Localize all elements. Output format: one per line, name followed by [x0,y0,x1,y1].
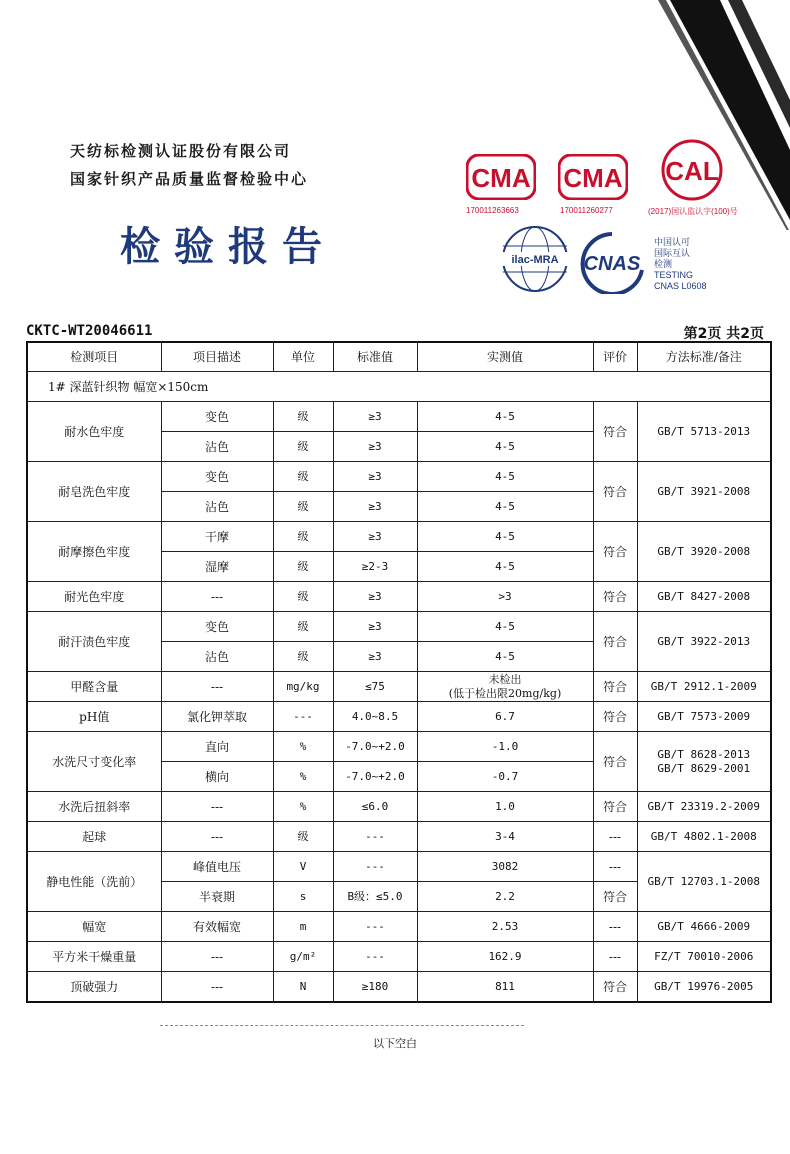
unit: 级 [273,522,333,552]
method-standard-line: GB/T 19976-2005 [654,979,754,993]
svg-text:CMA: CMA [471,163,531,193]
standard-value: --- [333,942,417,972]
standard-value: 4.0~8.5 [333,702,417,732]
test-item: 耐皂洗色牢度 [27,462,161,522]
cal-cert-number: (2017)国认监认字(100)号 [648,207,738,216]
measured-value-line: 未检出 [488,672,522,686]
evaluation: --- [593,852,637,882]
evaluation: --- [593,822,637,852]
table-row [27,942,771,972]
measured-value-line: 2.53 [491,919,519,933]
method-standard [637,822,771,852]
measured-value [417,492,593,522]
method-standard [637,702,771,732]
test-item: 幅宽 [27,912,161,942]
standard-value: ≥3 [333,582,417,612]
item-description: 沾色 [161,432,273,462]
cma-cert-number: 170011260277 [560,206,613,215]
test-item: pH值 [27,702,161,732]
method-standard [637,732,771,792]
unit: V [273,852,333,882]
report-number: CKTC-WT20046611 [26,323,153,339]
header-item: 检测项目 [27,342,161,372]
method-standard [637,402,771,462]
item-description: 干摩 [161,522,273,552]
cnas-accreditation-text: 中国认可 国际互认 检测 TESTING CNAS L0608 [654,237,707,291]
unit: 级 [273,552,333,582]
unit: % [273,732,333,762]
method-standard-line: GB/T 5713-2013 [657,424,751,438]
item-description: --- [161,972,273,1003]
measured-value [417,522,593,552]
item-description: --- [161,582,273,612]
standard-value: ≥3 [333,612,417,642]
measured-value [417,672,593,702]
evaluation: 符合 [593,612,637,672]
measured-value [417,852,593,882]
test-item: 耐摩擦色牢度 [27,522,161,582]
standard-value: ≥3 [333,462,417,492]
table-row [27,822,771,852]
measured-value-line: (低于检出限20mg/kg) [448,686,562,700]
measured-value [417,972,593,1003]
method-standard-line: FZ/T 70010-2006 [654,949,754,963]
unit: 级 [273,462,333,492]
method-standard [637,522,771,582]
test-item: 静电性能（洗前） [27,852,161,912]
standard-value: -7.0~+2.0 [333,762,417,792]
standard-value: ≤6.0 [333,792,417,822]
measured-value [417,882,593,912]
standard-value: ≥2-3 [333,552,417,582]
report-title: 检验报告 [120,223,336,270]
unit: % [273,792,333,822]
table-row [27,672,771,702]
standard-value: ≥3 [333,522,417,552]
measured-value-line: 3-4 [495,829,515,843]
evaluation: 符合 [593,792,637,822]
measured-value [417,822,593,852]
measured-value-line: 4-5 [495,499,515,513]
evaluation: 符合 [593,882,637,912]
measured-value-line: 4-5 [495,649,515,663]
header-measured: 实测值 [417,342,593,372]
evaluation: --- [593,942,637,972]
item-description: 变色 [161,402,273,432]
measured-value-line: 811 [495,979,515,993]
method-standard-line: GB/T 7573-2009 [657,709,751,723]
measured-value-line: 1.0 [495,799,515,813]
item-description: --- [161,672,273,702]
test-item: 耐汗渍色牢度 [27,612,161,672]
evaluation: 符合 [593,522,637,582]
ilac-mra-logo-icon [500,222,570,296]
measured-value [417,732,593,762]
test-item: 甲醛含量 [27,672,161,702]
test-item: 顶破强力 [27,972,161,1003]
measured-value [417,702,593,732]
unit: g/m² [273,942,333,972]
svg-text:CAL: CAL [665,156,719,186]
test-item: 起球 [27,822,161,852]
header-standard: 标准值 [333,342,417,372]
table-row [27,582,771,612]
measured-value-line: 4-5 [495,529,515,543]
standard-value: ≥3 [333,492,417,522]
standard-value: ≥3 [333,642,417,672]
method-standard [637,942,771,972]
test-item: 耐水色牢度 [27,402,161,462]
method-standard [637,582,771,612]
test-item: 耐光色牢度 [27,582,161,612]
cal-logo-icon [660,138,724,202]
method-standard-line: GB/T 3922-2013 [657,634,751,648]
standard-value: --- [333,852,417,882]
method-standard [637,462,771,522]
item-description: 变色 [161,612,273,642]
item-description: 沾色 [161,492,273,522]
measured-value-line: 3082 [491,859,519,873]
evaluation: 符合 [593,462,637,522]
measured-value-line: >3 [498,589,512,603]
method-standard [637,792,771,822]
company-name: 天纺标检测认证股份有限公司 [70,142,292,160]
method-standard [637,852,771,912]
method-standard-line: GB/T 3921-2008 [657,484,751,498]
svg-text:CNAS: CNAS [583,253,641,275]
item-description: 横向 [161,762,273,792]
evaluation: 符合 [593,702,637,732]
unit: 级 [273,432,333,462]
measured-value-line: 4-5 [495,559,515,573]
measured-value [417,912,593,942]
item-description: 变色 [161,462,273,492]
svg-text:CMA: CMA [563,163,623,193]
unit: 级 [273,822,333,852]
unit: 级 [273,492,333,522]
sample-row [27,372,771,402]
table-row [27,462,771,492]
method-standard [637,972,771,1003]
test-item: 平方米干燥重量 [27,942,161,972]
standard-value: ≥3 [333,402,417,432]
test-item: 水洗后扭斜率 [27,792,161,822]
sample-description: 1# 深蓝针织物 幅宽×150cm [27,372,771,402]
measured-value-line: 4-5 [495,619,515,633]
item-description: --- [161,792,273,822]
header-description: 项目描述 [161,342,273,372]
evaluation: 符合 [593,582,637,612]
measured-value [417,462,593,492]
evaluation: 符合 [593,402,637,462]
item-description: 峰值电压 [161,852,273,882]
header-method: 方法标准/备注 [637,342,771,372]
method-standard [637,612,771,672]
cma-cert-number: 170011263663 [466,206,519,215]
table-row [27,912,771,942]
measured-value [417,942,593,972]
item-description: 有效幅宽 [161,912,273,942]
cma-logo-icon [558,154,628,200]
header-unit: 单位 [273,342,333,372]
item-description: 氯化钾萃取 [161,702,273,732]
measured-value-line: -0.7 [491,769,519,783]
standard-value: B级：≤5.0 [333,882,417,912]
measured-value [417,552,593,582]
measured-value [417,612,593,642]
table-header-row [27,342,771,372]
results-table [26,341,772,1003]
header-evaluation: 评价 [593,342,637,372]
measured-value [417,402,593,432]
test-item: 水洗尺寸变化率 [27,732,161,792]
measured-value [417,762,593,792]
measured-value-line: 162.9 [488,949,522,963]
measured-value-line: 4-5 [495,469,515,483]
unit: 级 [273,612,333,642]
evaluation: 符合 [593,732,637,792]
measured-value [417,582,593,612]
standard-value: -7.0~+2.0 [333,732,417,762]
method-standard-line: GB/T 8427-2008 [657,589,751,603]
unit: 级 [273,582,333,612]
standard-value: --- [333,912,417,942]
blank-note: 以下空白 [373,1037,417,1050]
method-standard [637,672,771,702]
table-row [27,522,771,552]
method-standard-line: GB/T 8628-2013 [657,747,751,761]
cnas-logo-icon [574,230,650,294]
table-row [27,402,771,432]
standard-value: ≥3 [333,432,417,462]
table-row [27,792,771,822]
item-description: 半衰期 [161,882,273,912]
end-divider [160,1025,524,1026]
measured-value [417,792,593,822]
unit: % [273,762,333,792]
evaluation: 符合 [593,972,637,1003]
table-row [27,612,771,642]
svg-text:ilac-MRA: ilac-MRA [511,254,559,266]
measured-value-line: 6.7 [495,709,515,723]
measured-value-line: 2.2 [495,889,515,903]
method-standard-line: GB/T 4666-2009 [657,919,751,933]
standard-value: --- [333,822,417,852]
measured-value-line: 4-5 [495,439,515,453]
evaluation: 符合 [593,672,637,702]
unit: 级 [273,642,333,672]
table-row [27,732,771,762]
unit: m [273,912,333,942]
method-standard-line: GB/T 23319.2-2009 [647,799,761,813]
method-standard-line: GB/T 8629-2001 [657,761,751,775]
standard-value: ≤75 [333,672,417,702]
measured-value [417,432,593,462]
standard-value: ≥180 [333,972,417,1003]
item-description: 沾色 [161,642,273,672]
method-standard [637,912,771,942]
unit: s [273,882,333,912]
item-description: --- [161,822,273,852]
item-description: --- [161,942,273,972]
table-row [27,702,771,732]
table-row [27,852,771,882]
method-standard-line: GB/T 12703.1-2008 [647,874,761,888]
company-subtitle: 国家针织产品质量监督检验中心 [70,170,309,188]
unit: 级 [273,402,333,432]
unit: --- [273,702,333,732]
method-standard-line: GB/T 4802.1-2008 [650,829,757,843]
measured-value [417,642,593,672]
unit: N [273,972,333,1003]
method-standard-line: GB/T 2912.1-2009 [650,679,757,693]
page-indicator: 第2页 共2页 [683,326,764,342]
method-standard-line: GB/T 3920-2008 [657,544,751,558]
table-row [27,972,771,1003]
item-description: 直向 [161,732,273,762]
cma-logo-icon [466,154,536,200]
measured-value-line: -1.0 [491,739,519,753]
measured-value-line: 4-5 [495,409,515,423]
evaluation: --- [593,912,637,942]
unit: mg/kg [273,672,333,702]
item-description: 湿摩 [161,552,273,582]
